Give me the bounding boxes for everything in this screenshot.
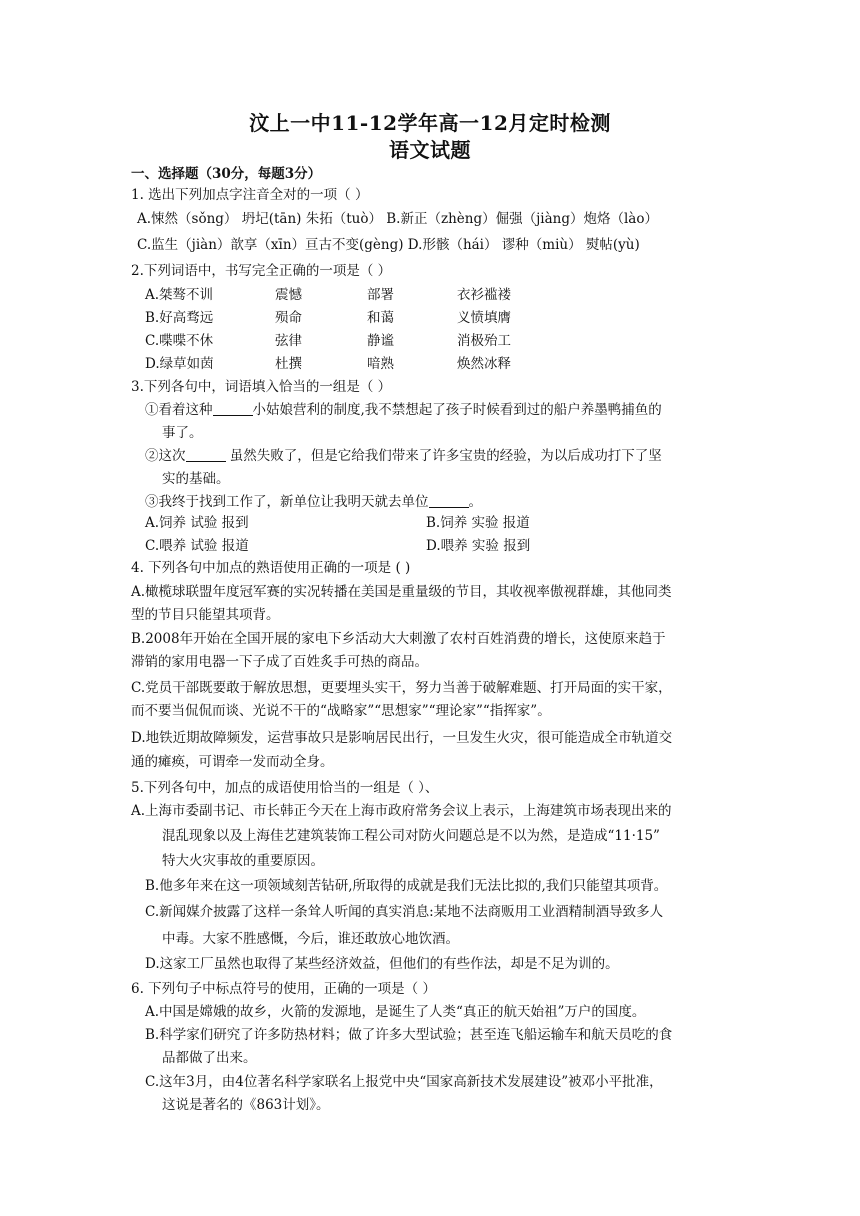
q4-option-b-line2: 滞销的家用电器一下子成了百姓炙手可热的商品。	[131, 654, 428, 670]
q4-option-a-line1: A.橄榄球联盟年度冠军赛的实况转播在美国是重量级的节目，其收视率傲视群雄，其他同类	[131, 584, 672, 600]
q4-option-a-line2: 型的节目只能望其项背。	[131, 607, 280, 623]
q4-option-c-line2: 而不要当侃侃而谈、光说不干的“战略家”“思想家”“理论家”“指挥家”。	[131, 703, 551, 719]
q2-option-c-word4: 消极殆工	[457, 333, 511, 349]
q2-option-b-word2: 殒命	[275, 310, 302, 326]
q4-option-d-line2: 通的瘫痪，可谓牵一发而动全身。	[131, 754, 334, 770]
q6-option-c-line2: 这说是著名的《863计划》。	[162, 1097, 330, 1113]
q3-sentence-1: ①看着这种 小姑娘营利的制度,我不禁想起了孩子时候看到过的船户养墨鸭捕鱼的	[145, 402, 662, 418]
q5-option-c-line1: C.新闻媒介披露了这样一条耸人听闻的真实消息:某地不法商贩用工业酒精制酒导致多人	[145, 904, 664, 920]
q6-option-b-line1: B.科学家们研究了许多防热材料；做了许多大型试验；甚至连飞船运输车和航天员吃的食	[145, 1027, 673, 1043]
q2-option-c-word3: 静谧	[367, 333, 394, 349]
q6-option-c-line1: C.这年3月，由4位著名科学家联名上报党中央“国家高新技术发展建设”被邓小平批准，	[145, 1074, 663, 1090]
q1-options-cd: C.监生（jiàn）歆享（xīn）亘古不变(gèng) D.形骸（hái） 谬种（miù） 熨帖(yù)	[137, 237, 640, 253]
q5-option-b: B.他多年来在这一项领域刻苦钻研,所取得的成就是我们无法比拟的,我们只能望其项背。	[145, 878, 668, 894]
q6-stem: 6. 下列句子中标点符号的使用，正确的一项是（ ）	[131, 981, 436, 997]
q2-option-d-word4: 焕然冰释	[457, 356, 511, 372]
q6-option-a: A.中国是嫦娥的故乡，火箭的发源地，是诞生了人类“真正的航天始祖”万户的国度。	[145, 1004, 646, 1020]
q2-option-a-word3: 部署	[367, 287, 394, 303]
q3-option-c: C.喂养 试验 报道	[145, 538, 249, 554]
q2-option-b-word1: B.好高骛远	[145, 310, 214, 326]
q2-option-d-word3: 喑熟	[367, 356, 394, 372]
q4-option-c-line1: C.党员干部既要敢于解放思想，更要埋头实干，努力当善于破解难题、打开局面的实干家，	[131, 680, 672, 696]
q2-option-c-word1: C.喋喋不休	[145, 333, 214, 349]
q5-option-a-line2: 混乱现象以及上海佳艺建筑装饰工程公司对防火问题总是不以为然，是造成“11·15”	[162, 828, 660, 844]
q1-stem: 1. 选出下列加点字注音全对的一项（ ）	[131, 187, 369, 203]
blank-3	[429, 494, 469, 508]
q2-option-b-word4: 义愤填膺	[457, 310, 511, 326]
q3-stem: 3.下列各句中，词语填入恰当的一组是（ ）	[131, 379, 392, 395]
q4-option-d-line1: D.地铁近期故障频发，运营事故只是影响居民出行，一旦发生火灾，很可能造成全市轨道交	[131, 730, 673, 746]
q1-options-ab: A.悚然（sǒng） 坍圮(tān) 朱拓（tuò） B.新正（zhèng）倔强（jiàng）炮烙（lào）	[137, 211, 658, 227]
q2-option-a-word2: 震憾	[275, 287, 302, 303]
q3-option-a: A.饲养 试验 报到	[145, 515, 249, 531]
blank-2	[186, 448, 226, 462]
q3-sentence-2: ②这次 虽然失败了，但是它给我们带来了许多宝贵的经验，为以后成功打下了坚	[145, 448, 662, 464]
q2-option-a-word4: 衣衫褴褛	[457, 287, 511, 303]
exam-subtitle: 语文试题	[389, 138, 471, 162]
q3-sentence-2-cont: 实的基础。	[162, 471, 230, 487]
q5-option-d: D.这家工厂虽然也取得了某些经济效益，但他们的有些作法，却是不足为训的。	[145, 956, 619, 972]
q2-option-d-word2: 杜撰	[275, 356, 302, 372]
q6-option-b-line2: 品都做了出来。	[162, 1050, 257, 1066]
exam-title: 汶上一中11-12学年高一12月定时检测	[249, 111, 611, 135]
q2-option-c-word2: 弦律	[275, 333, 302, 349]
q5-option-a-line3: 特大火灾事故的重要原因。	[162, 853, 324, 869]
q4-stem: 4. 下列各句中加点的熟语使用正确的一项是 ( )	[131, 560, 411, 576]
section-heading: 一、选择题（30分，每题3分）	[131, 166, 322, 182]
q3-option-d: D.喂养 实验 报到	[426, 538, 531, 554]
q4-option-b-line1: B.2008年开始在全国开展的家电下乡活动大大刺激了农村百姓消费的增长，这使原来趋于	[131, 631, 666, 647]
q3-sentence-1-cont: 事了。	[162, 425, 203, 441]
q5-option-a-line1: A.上海市委副书记、市长韩正今天在上海市政府常务会议上表示，上海建筑市场表现出来的	[131, 803, 672, 819]
q5-option-c-line2: 中毒。大家不胜感慨，今后，谁还敢放心地饮酒。	[162, 931, 459, 947]
q2-option-d-word1: D.绿草如茵	[145, 356, 214, 372]
q3-option-b: B.饲养 实验 报道	[426, 515, 530, 531]
q2-stem: 2.下列词语中，书写完全正确的一项是（ ）	[131, 263, 392, 279]
q3-sentence-3: ③我终于找到工作了，新单位让我明天就去单位 。	[145, 494, 482, 510]
q5-stem: 5.下列各句中，加点的成语使用恰当的一组是（ ）、	[131, 780, 439, 796]
q2-option-a-word1: A.桀骜不训	[145, 287, 214, 303]
q2-option-b-word3: 和蔼	[367, 310, 394, 326]
blank-1	[213, 402, 253, 416]
